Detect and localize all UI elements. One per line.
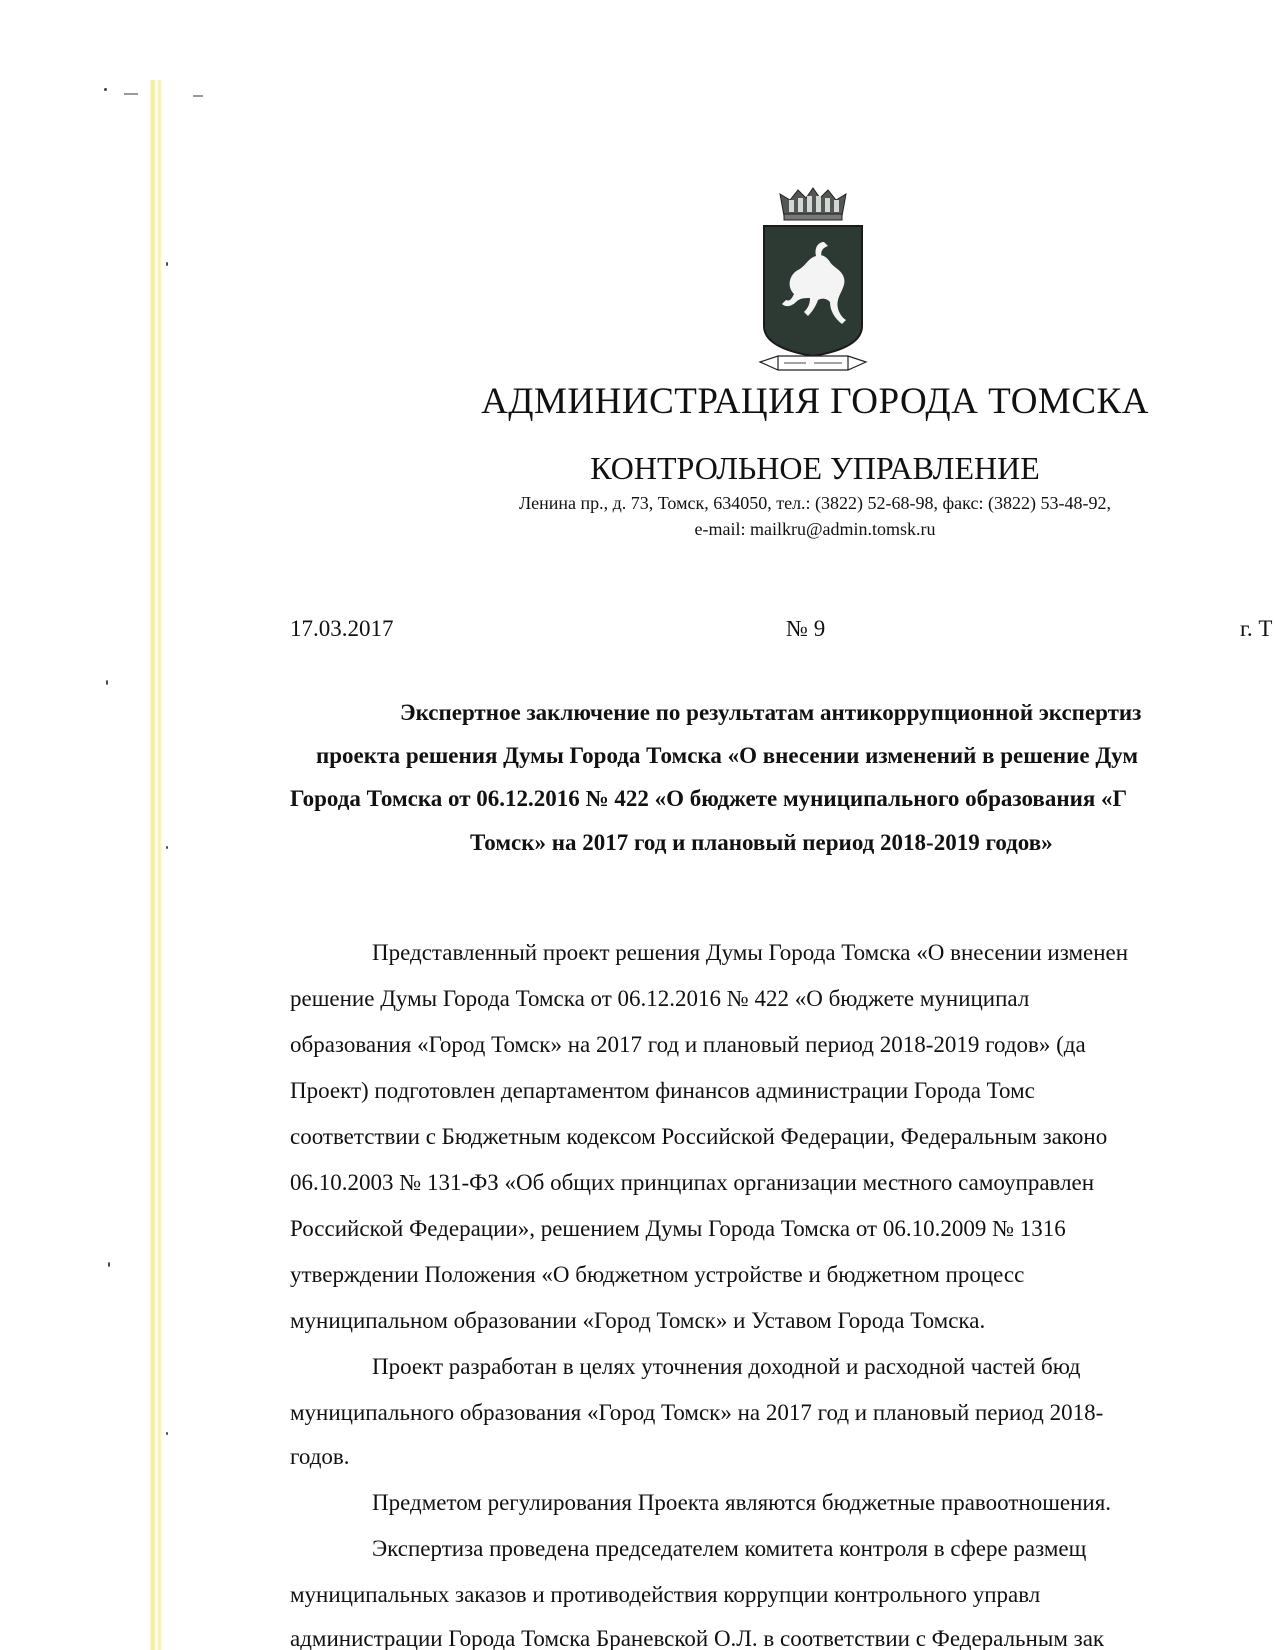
scan-speck: [106, 680, 108, 685]
scan-speck: [166, 846, 168, 849]
body-line: Предметом регулирования Проекта являются бюджетные правоотношения.: [372, 1490, 1112, 1515]
scan-speck: [108, 1262, 110, 1267]
body-line: Экспертиза проведена председателем комитета контроля в сфере размещ: [372, 1536, 1087, 1561]
body-line: муниципальных заказов и противодействия коррупции контрольного управл: [290, 1582, 1041, 1607]
scan-speck: [104, 88, 107, 91]
body-line: образования «Город Томск» на 2017 год и плановый период 2018-2019 годов» (да: [290, 1032, 1086, 1057]
document-number: № 9: [786, 616, 826, 641]
body-line: решение Думы Города Томска от 06.12.2016 № 422 «О бюджете муниципал: [290, 986, 1030, 1011]
body-line: Проект разработан в целях уточнения доходной и расходной частей бюд: [372, 1354, 1081, 1379]
heading-line: Экспертное заключение по результатам антикоррупционной экспертиз: [400, 700, 1142, 725]
scan-smudge: [124, 93, 138, 95]
heading-line: Города Томска от 06.12.2016 № 422 «О бюджете муниципального образования «Г: [290, 786, 1128, 811]
scan-smudge: [193, 95, 203, 97]
heading-line: проекта решения Думы Города Томска «О внесении изменений в решение Дум: [316, 743, 1139, 768]
body-line: годов.: [290, 1444, 350, 1469]
document-city: г. Т: [1240, 616, 1273, 641]
body-line: 06.10.2003 № 131-ФЗ «Об общих принципах организации местного самоуправлен: [290, 1170, 1095, 1195]
body-line: администрации Города Томска Браневской О.Л. в соответствии с Федеральным зак: [290, 1626, 1105, 1650]
scan-speck: [166, 1432, 168, 1435]
body-line: муниципального образования «Город Томск» на 2017 год и плановый период 2018-: [290, 1400, 1104, 1425]
organization-title: АДМИНИСТРАЦИЯ ГОРОДА ТОМСКА: [481, 381, 1149, 422]
email-line: e-mail: mailkru@admin.tomsk.ru: [694, 519, 936, 539]
body-line: соответствии с Бюджетным кодексом Российской Федерации, Федеральным законо: [290, 1124, 1108, 1149]
scan-edge-decoration: [150, 80, 162, 1650]
body-line: муниципальном образовании «Город Томск» и Уставом Города Томска.: [290, 1308, 986, 1333]
body-line: Представленный проект решения Думы Города Томска «О внесении изменен: [372, 940, 1129, 965]
body-line: Проект) подготовлен департаментом финансов администрации Города Томс: [290, 1078, 1035, 1103]
heading-line: Томск» на 2017 год и плановый период 2018-2019 годов»: [470, 830, 1053, 855]
department-title: КОНТРОЛЬНОЕ УПРАВЛЕНИЕ: [590, 450, 1040, 486]
body-line: утверждении Положения «О бюджетном устройстве и бюджетном процесс: [290, 1262, 1025, 1287]
scan-speck: [166, 262, 168, 266]
tomsk-coat-of-arms-icon: [756, 186, 870, 378]
address-line: Ленина пр., д. 73, Томск, 634050, тел.: (3822) 52-68-98, факс: (3822) 53-48-92,: [519, 493, 1111, 513]
body-line: Российской Федерации», решением Думы Города Томска от 06.10.2009 № 1316: [290, 1216, 1066, 1241]
document-date: 17.03.2017: [290, 616, 394, 641]
